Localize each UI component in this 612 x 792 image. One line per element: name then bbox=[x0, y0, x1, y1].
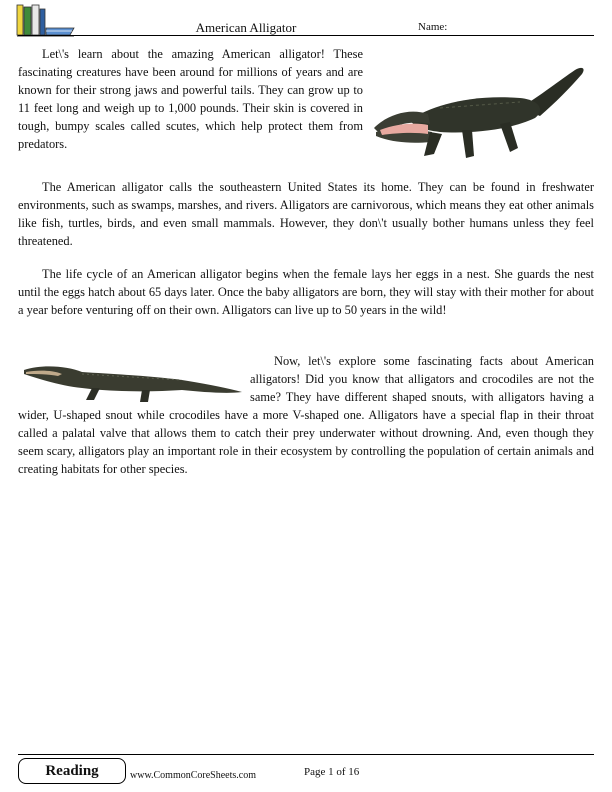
reading-section-badge: Reading bbox=[18, 758, 126, 784]
page-number: Page 1 of 16 bbox=[304, 766, 360, 778]
worksheet-title: American Alligator bbox=[195, 20, 297, 35]
image-wrap-spacer bbox=[18, 352, 250, 406]
paragraph-facts bbox=[18, 352, 594, 478]
name-label: Name: bbox=[418, 21, 448, 33]
header-divider bbox=[18, 35, 594, 36]
alligator-open-mouth-photo bbox=[370, 58, 590, 166]
paragraph-intro: Let\'s learn about the amazing American alligator! These fascinating creatures have been around for millions of years and are known for their strong jaws and powerful tails. They can grow up to 11 feet long and weigh up to 1,000 pounds. Their skin is covered in tough, bumpy scales called scutes, which help protect them from predators. bbox=[18, 47, 363, 151]
paragraph-facts-text: Now, let\'s explore some fascinating facts about American alligators! Did you know that alligators and crocodiles are not the same? They have different shaped snouts, with alligators having a wider, U-shaped snout while crocodiles have a more V-shaped one. Alligators have a special flap in their throat called a palatal valve that allows them to catch their prey underwater without drowning. And, even though they seem scary, alligators play an important role in their ecosystem by controlling the population of certain animals and creating habitats for other species. bbox=[18, 354, 594, 476]
footer-divider bbox=[18, 754, 594, 755]
paragraph-life-cycle: The life cycle of an American alligator begins when the female lays her eggs in a nest. She guards the nest until the eggs hatch about 65 days later. Once the baby alligators are born, they will stay with their mother for about a year before venturing off on their own. Alligators can live up to 50 years in the wild! bbox=[18, 267, 594, 317]
paragraph-habitat: The American alligator calls the southeastern United States its home. They can be found in freshwater environments, such as swamps, marshes, and rivers. Alligators are carnivorous, which means they eat other animals like fish, turtles, birds, and even small mammals. However, they don\'t usually bother humans unless they feel threatened. bbox=[18, 180, 594, 248]
website-url: www.CommonCoreSheets.com bbox=[130, 770, 257, 781]
